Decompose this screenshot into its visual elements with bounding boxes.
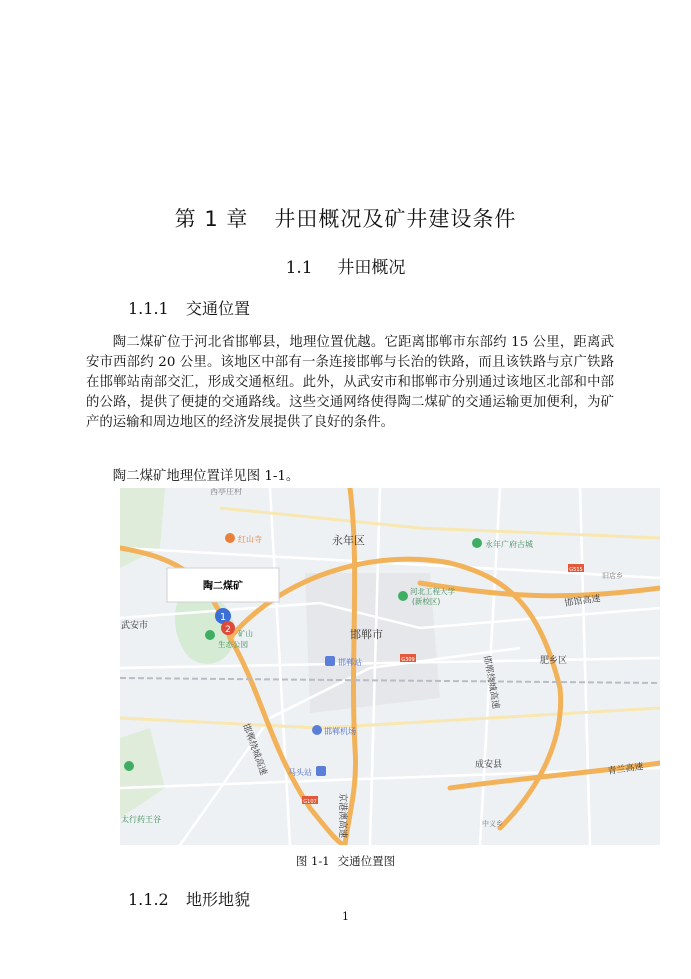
- matou-station-icon: [316, 766, 326, 776]
- marker-2-icon: [221, 621, 235, 635]
- map-label-wuan: 武安市: [121, 621, 149, 631]
- section-number: 1.1: [285, 258, 313, 278]
- map-label-qinglan: 青兰高速: [607, 762, 645, 777]
- airport-icon: [312, 725, 322, 735]
- chapter-number: 第 1 章: [174, 207, 249, 231]
- figure-number: 图 1-1: [295, 854, 330, 868]
- section-heading: [0, 253, 691, 278]
- map-label-handan: 邯郸市: [350, 628, 383, 641]
- subsection-heading-1: [128, 296, 250, 319]
- map-canvas: [120, 488, 660, 845]
- map-label-hanguan: 邯馆高速: [564, 594, 602, 609]
- chapter-title: [0, 203, 691, 233]
- map-label-handong-east: 邯郸绕城高速: [481, 654, 501, 710]
- svg-text:1: 1: [219, 612, 227, 623]
- svg-text:G309: G309: [401, 657, 415, 663]
- figure-caption-text: 交通位置图: [337, 854, 396, 868]
- subsection-number-2: 1.1.2: [128, 890, 169, 909]
- map-label-yongnian: 永年区: [332, 534, 365, 547]
- subsection-heading-2: [128, 887, 250, 910]
- location-map: [120, 488, 660, 845]
- map-label-taihang: 太行药王谷: [121, 815, 161, 824]
- map-label-park: 矿山: [238, 629, 253, 638]
- ancient-city-icon: [472, 538, 482, 548]
- svg-text:2: 2: [225, 625, 231, 635]
- map-label-handong: 邯郸绕城高速: [240, 722, 269, 777]
- map-label-zhongyi: 中义乡: [482, 820, 503, 828]
- svg-text:G107: G107: [303, 799, 317, 805]
- figure-caption: [0, 853, 691, 869]
- popup-label: 陶二煤矿: [203, 581, 243, 592]
- map-label-gucheng: 永年广府古城: [485, 540, 533, 549]
- scenic-icon: [124, 761, 134, 771]
- map-label-park-sub: 生态公园: [218, 640, 248, 649]
- map-label-university-sub: (新校区): [412, 597, 441, 606]
- body-paragraph-2: 陶二煤矿地理位置详见图 1-1。: [112, 469, 300, 484]
- temple-icon: [225, 533, 235, 543]
- university-icon: [398, 591, 408, 601]
- subsection-number-1: 1.1.1: [128, 299, 169, 318]
- map-label-jinggang: 京港澳高速: [337, 793, 347, 839]
- map-label-matou: 马头站: [288, 768, 312, 777]
- map-label-chengan: 成安县: [475, 760, 503, 770]
- park-icon: [205, 630, 215, 640]
- map-label-feixiang: 肥乡区: [540, 656, 568, 666]
- map-label-university: 河北工程大学: [410, 587, 455, 596]
- body-paragraph-1: 陶二煤矿位于河北省邯郸县，地理位置优越。它距离邯郸市东部约 15 公里，距离武安市西部约 20 公里。该地区中部有一条连接邯郸与长治的铁路，而且该铁路与京广铁路在邯郸站南部交汇，形成交通枢纽。此外，从武安市和邯郸市分别通过该地区北部和中部的公路，提供了便捷的交通路线。这些交通网络使得陶二煤矿的交通运输更加便利，为矿产的运输和周边地区的经济发展提供了良好的条件。: [86, 335, 614, 430]
- map-label-jiudian: 旧店乡: [602, 572, 623, 580]
- page-number: 1: [342, 910, 349, 923]
- subsection-title-1: 交通位置: [186, 299, 251, 318]
- section-title: 井田概况: [337, 258, 406, 278]
- map-label-hongshansi: 红山寺: [238, 535, 262, 544]
- subsection-title-2: 地形地貌: [186, 890, 251, 909]
- svg-text:G515: G515: [569, 567, 583, 573]
- map-label-xiqianzhuang: 西亭庄村: [210, 488, 242, 496]
- chapter-name: 井田概况及矿井建设条件: [274, 207, 517, 231]
- station-icon: [325, 656, 335, 666]
- map-label-airport: 邯郸机场: [324, 727, 356, 736]
- map-label-station: 邯郸站: [338, 658, 362, 667]
